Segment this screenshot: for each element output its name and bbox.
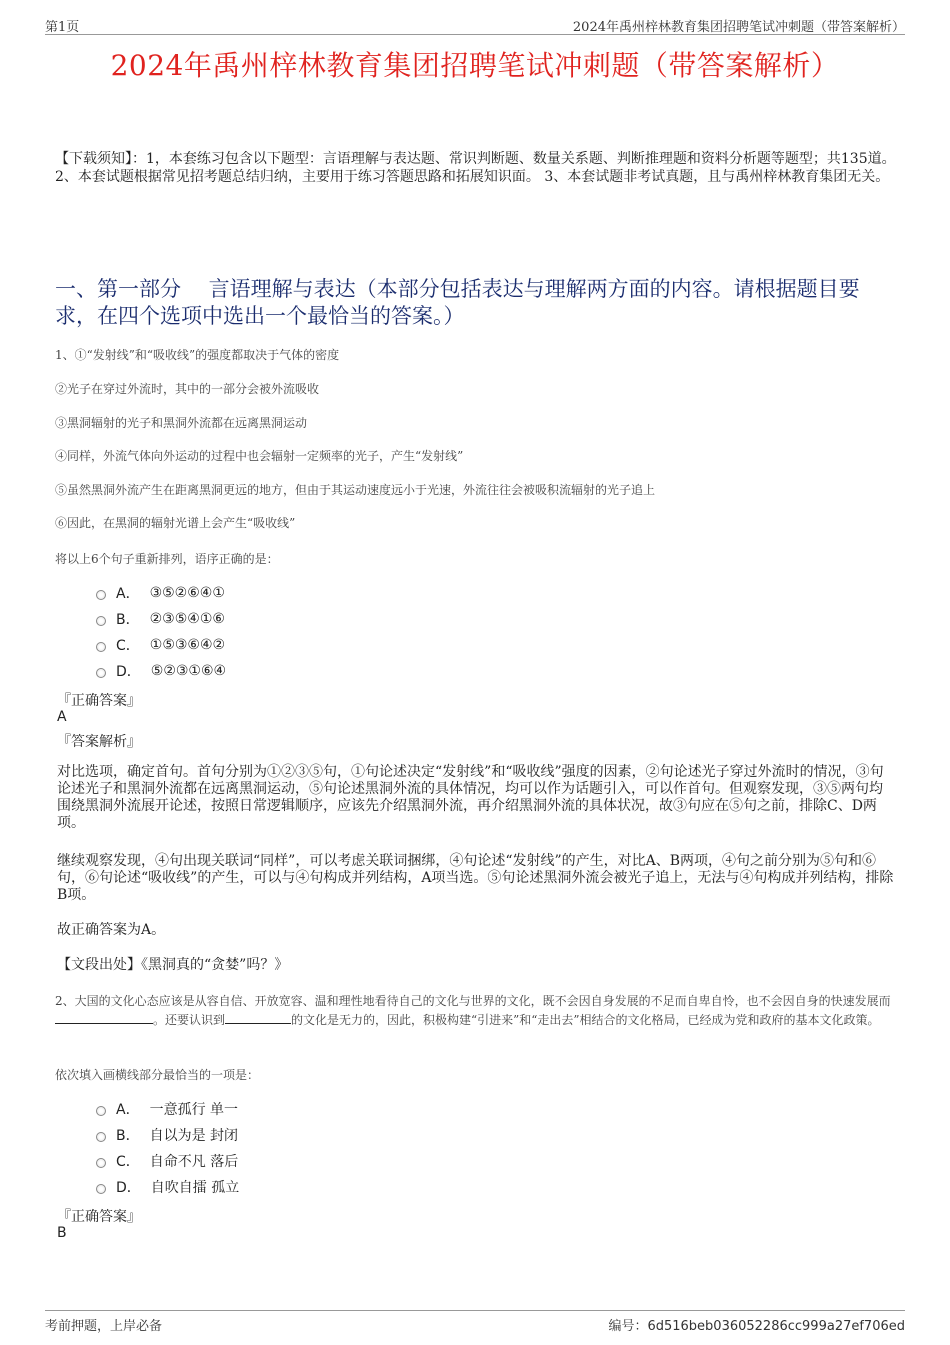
- q2-option-c[interactable]: C． 自命不凡 落后: [96, 1148, 239, 1174]
- q1-answer-label: 『正确答案』: [57, 693, 141, 709]
- q1-line-3: ③黑洞辐射的光子和黑洞外流都在远离黑洞运动: [55, 416, 308, 430]
- q1-line-2: ②光子在穿过外流时，其中的一部分会被外流吸收: [55, 382, 320, 396]
- radio-icon[interactable]: [96, 590, 106, 600]
- q1-source: 【文段出处】《黑洞真的“贪婪”吗？》: [57, 957, 289, 973]
- radio-icon[interactable]: [96, 1184, 106, 1194]
- q1-analysis-3: 故正确答案为A。: [57, 922, 166, 938]
- section-heading: 一、第一部分 言语理解与表达（本部分包括表达与理解两方面的内容。请根据题目要求，在四个选项中选出一个最恰当的答案。）: [55, 277, 860, 328]
- q1-line-5: ⑤虽然黑洞外流产生在距离黑洞更远的地方，但由于其运动速度远小于光速，外流往往会被吸积流辐射的光子追上: [55, 483, 656, 497]
- radio-icon[interactable]: [96, 1158, 106, 1168]
- q1-option-b[interactable]: B． ②③⑤④①⑥: [96, 606, 226, 632]
- radio-icon[interactable]: [96, 616, 106, 626]
- radio-icon[interactable]: [96, 642, 106, 652]
- q2-prompt: 依次填入画横线部分最恰当的一项是：: [55, 1068, 260, 1082]
- page-footer: [45, 1310, 905, 1334]
- q1-option-d[interactable]: D． ⑤②③①⑥④: [96, 658, 226, 684]
- q1-analysis-1: 对比选项，确定首句。首句分别为①②③⑤句，①句论述决定“发射线”和“吸收线”强度的因素，②句论述光子穿过外流时的情况，③句论述光子和黑洞外流都在远离黑洞运动，⑤句论述黑洞外流的具体情况，均可以作为话题引入，可以作首句。但观察发现，③⑤两句均围绕黑洞外流展开论述，按照日常逻辑顺序，应该先介绍黑洞外流，再介绍黑洞外流的具体状况，故③句应在⑤句之前，排除C、D两项。: [57, 764, 884, 831]
- q1-line-4: ④同样，外流气体向外运动的过程中也会辐射一定频率的光子，产生“发射线”: [55, 449, 464, 463]
- q2-options: [96, 1096, 239, 1200]
- q1-analysis-label: 『答案解析』: [57, 734, 141, 750]
- q1-answer: A: [57, 709, 67, 725]
- q1-option-c[interactable]: C． ①⑤③⑥④②: [96, 632, 226, 658]
- q2-answer: B: [57, 1225, 67, 1241]
- running-title: 2024年禹州梓林教育集团招聘笔试冲刺题（带答案解析）: [572, 20, 905, 35]
- radio-icon[interactable]: [96, 1132, 106, 1142]
- document-code: 编号：6d516beb036052286cc999a27ef706ed: [608, 1319, 905, 1334]
- q2-option-d[interactable]: D． 自吹自擂 孤立: [96, 1174, 239, 1200]
- q1-option-a[interactable]: A． ③⑤②⑥④①: [96, 580, 226, 606]
- footer-slogan: 考前押题，上岸必备: [45, 1319, 163, 1334]
- q1-options: [96, 580, 226, 684]
- q1-analysis-2: 继续观察发现，④句出现关联词“同样”，可以考虑关联词捆绑，④句论述“发射线”的产生，对比A、B两项，④句之前分别为⑤句和⑥句，⑥句论述“吸收线”的产生，可以与④句构成并列结构，A项当选。⑤句论述黑洞外流会被光子追上，无法与④句构成并列结构，排除B项。: [57, 853, 894, 903]
- q1-line-6: ⑥因此，在黑洞的辐射光谱上会产生“吸收线”: [55, 516, 296, 530]
- q2-answer-label: 『正确答案』: [57, 1209, 141, 1225]
- blank-2: [225, 1011, 291, 1024]
- q2-option-b[interactable]: B． 自以为是 封闭: [96, 1122, 239, 1148]
- download-notice: 【下载须知】：1，本套练习包含以下题型：言语理解与表达题、常识判断题、数量关系题、判断推理题和资料分析题等题型；共135道。 2、本套试题根据常见招考题总结归纳，主要用于练习答题思路和拓展知识面。 3、本套试题非考试真题，且与禹州梓林教育集团无关。: [55, 151, 896, 185]
- blank-1: [55, 1011, 153, 1024]
- page-number: 第1页: [45, 20, 80, 35]
- radio-icon[interactable]: [96, 668, 106, 678]
- page-header: [45, 14, 905, 35]
- q2-option-a[interactable]: A． 一意孤行 单一: [96, 1096, 239, 1122]
- document-title: 2024年禹州梓林教育集团招聘笔试冲刺题（带答案解析）: [110, 49, 840, 82]
- q1-line-1: 1、①“发射线”和“吸收线”的强度都取决于气体的密度: [55, 348, 340, 362]
- q1-prompt: 将以上6个句子重新排列，语序正确的是：: [55, 552, 279, 566]
- radio-icon[interactable]: [96, 1106, 106, 1116]
- q2-stem: 2、大国的文化心态应该是从容自信、开放宽容、温和理性地看待自己的文化与世界的文化，既不会因自身发展的不足而自卑自怜，也不会因自身的快速发展而。还要认识到 的文化是无力的，因此，积极构建“引进来”和“走出去”相结合的文化格局，已经成为党和政府的基本文化政策。: [55, 994, 891, 1027]
